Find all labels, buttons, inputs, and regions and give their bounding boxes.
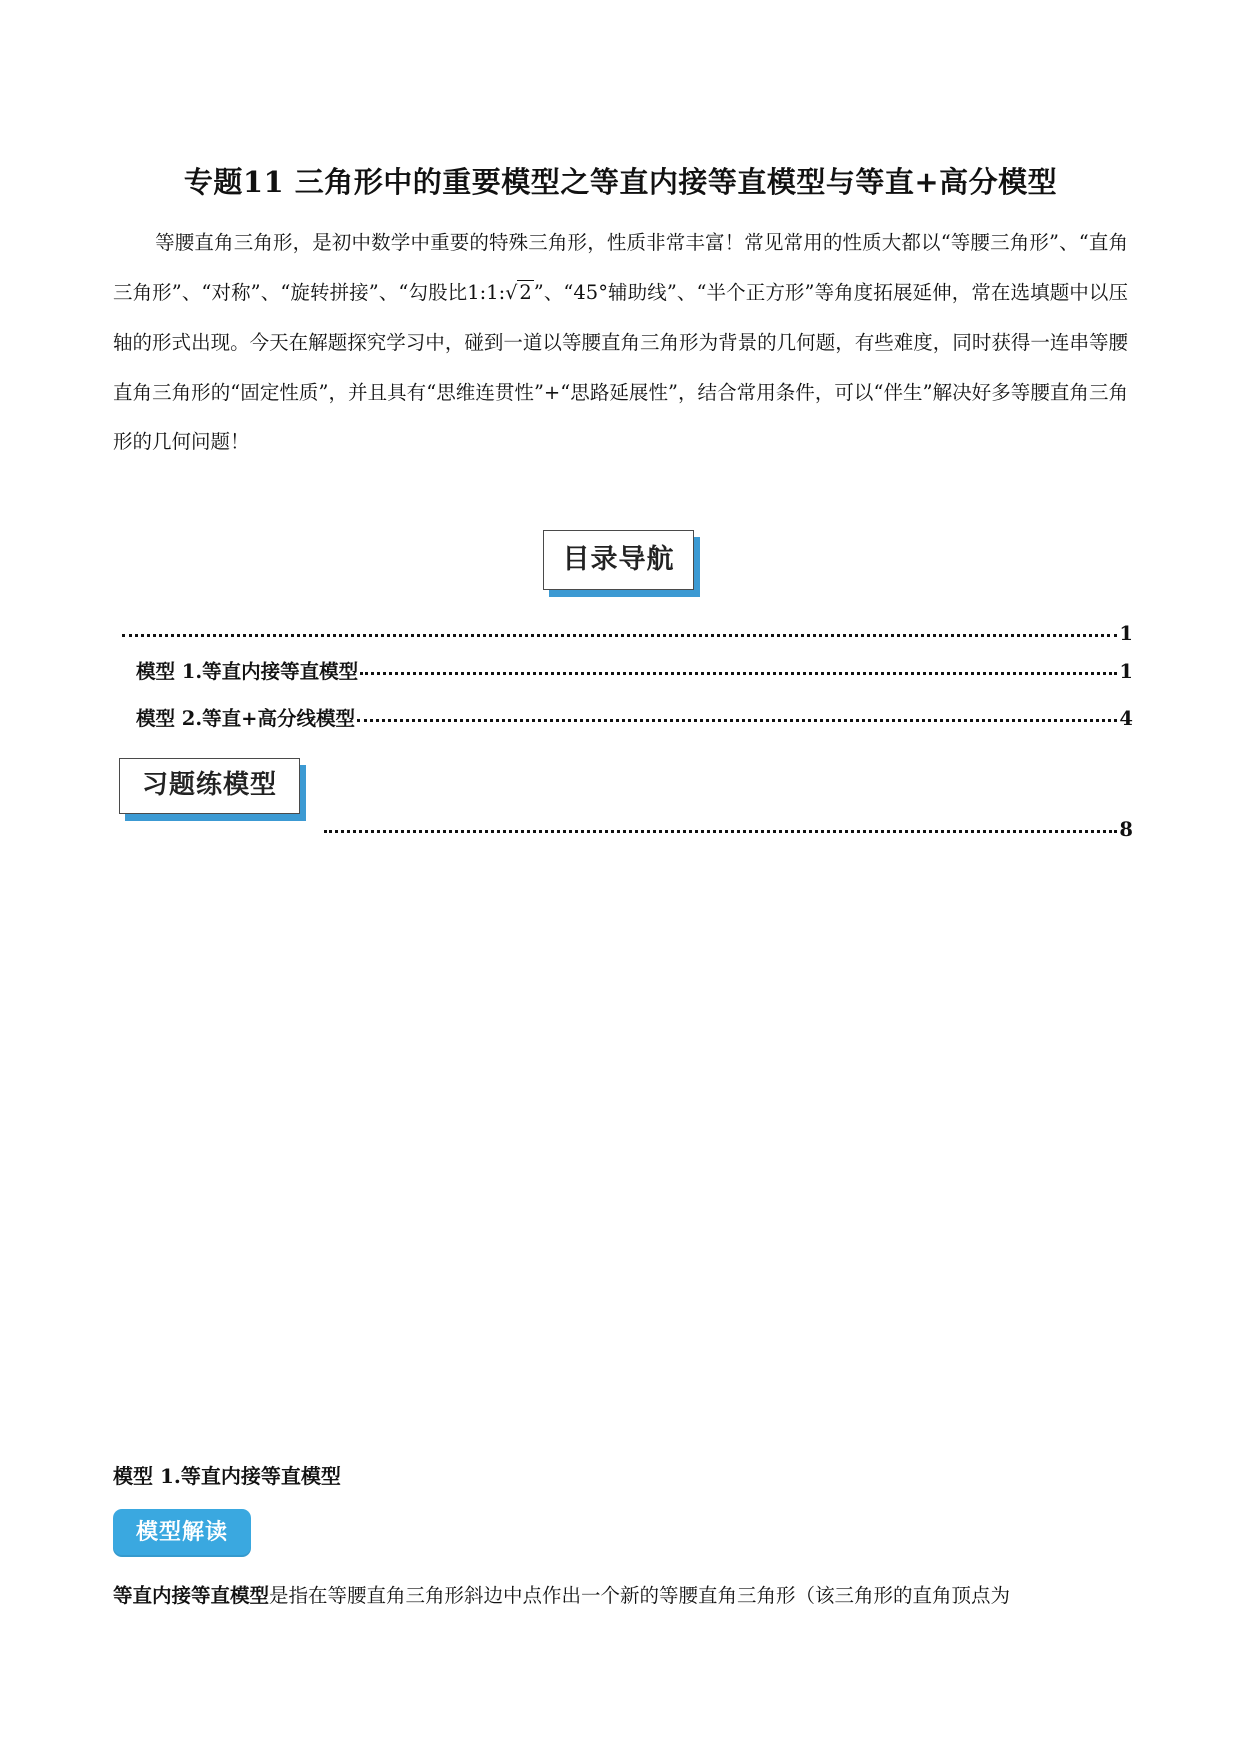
sqrt-two <box>505 281 534 304</box>
section-heading: 模型 1.等直内接等直模型 <box>113 1464 341 1488</box>
toc-entry-label: 模型 2.等直+高分线模型 <box>136 707 355 730</box>
toc-entry-2[interactable] <box>136 703 1133 731</box>
toc-leader-dots <box>324 830 1117 833</box>
toc-leader-dots <box>122 634 1117 637</box>
intro-text-1: 等腰直角三角形，是初中数学中重要的特殊三角形，性质非常丰富！常见常用的性质大都以“等腰三角形”、“直角三角形”、“对称”、“旋转拼接”、“勾股比1:1: <box>113 231 1128 304</box>
toc-entry-page: 8 <box>1119 818 1133 841</box>
toc-entry-page: 1 <box>1119 622 1133 645</box>
toc-leader-dots <box>357 719 1117 722</box>
model-term: 等直内接等直模型 <box>113 1584 270 1607</box>
toc-entry-practice[interactable] <box>322 818 1133 841</box>
toc-entry-0[interactable] <box>120 622 1133 645</box>
radical-sign-icon: √ <box>505 281 518 304</box>
page-title: 专题11 三角形中的重要模型之等直内接等直模型与等直+高分模型 <box>183 165 1058 199</box>
practice-header: 习题练模型 <box>119 758 300 814</box>
toc-entry-page: 4 <box>1119 707 1133 730</box>
toc-entry-1[interactable] <box>136 656 1133 684</box>
toc-header: 目录导航 <box>543 530 694 590</box>
toc-entry-label: 模型 1.等直内接等直模型 <box>136 660 359 683</box>
intro-paragraph <box>113 218 1128 467</box>
toc-leader-dots <box>360 672 1117 675</box>
section-body-paragraph <box>113 1580 1128 1612</box>
model-interpretation-badge: 模型解读 <box>113 1509 251 1557</box>
intro-text-2: ”、“45°辅助线”、“半个正方形”等角度拓展延伸，常在选填题中以压轴的形式出现。今天在解题探究学习中，碰到一道以等腰直角三角形为背景的几何题，有些难度，同时获得一连串等腰直角三角形的“固定性质”，并且具有“思维连贯性”+“思路延展性”，结合常用条件，可以“伴生”解决好多等腰直角三角形的几何问题！ <box>113 280 1128 453</box>
toc-entry-page: 1 <box>1119 660 1133 683</box>
section-body-text: 是指在等腰直角三角形斜边中点作出一个新的等腰直角三角形（该三角形的直角顶点为 <box>269 1584 1011 1607</box>
sqrt-radicand: 2 <box>519 280 532 304</box>
